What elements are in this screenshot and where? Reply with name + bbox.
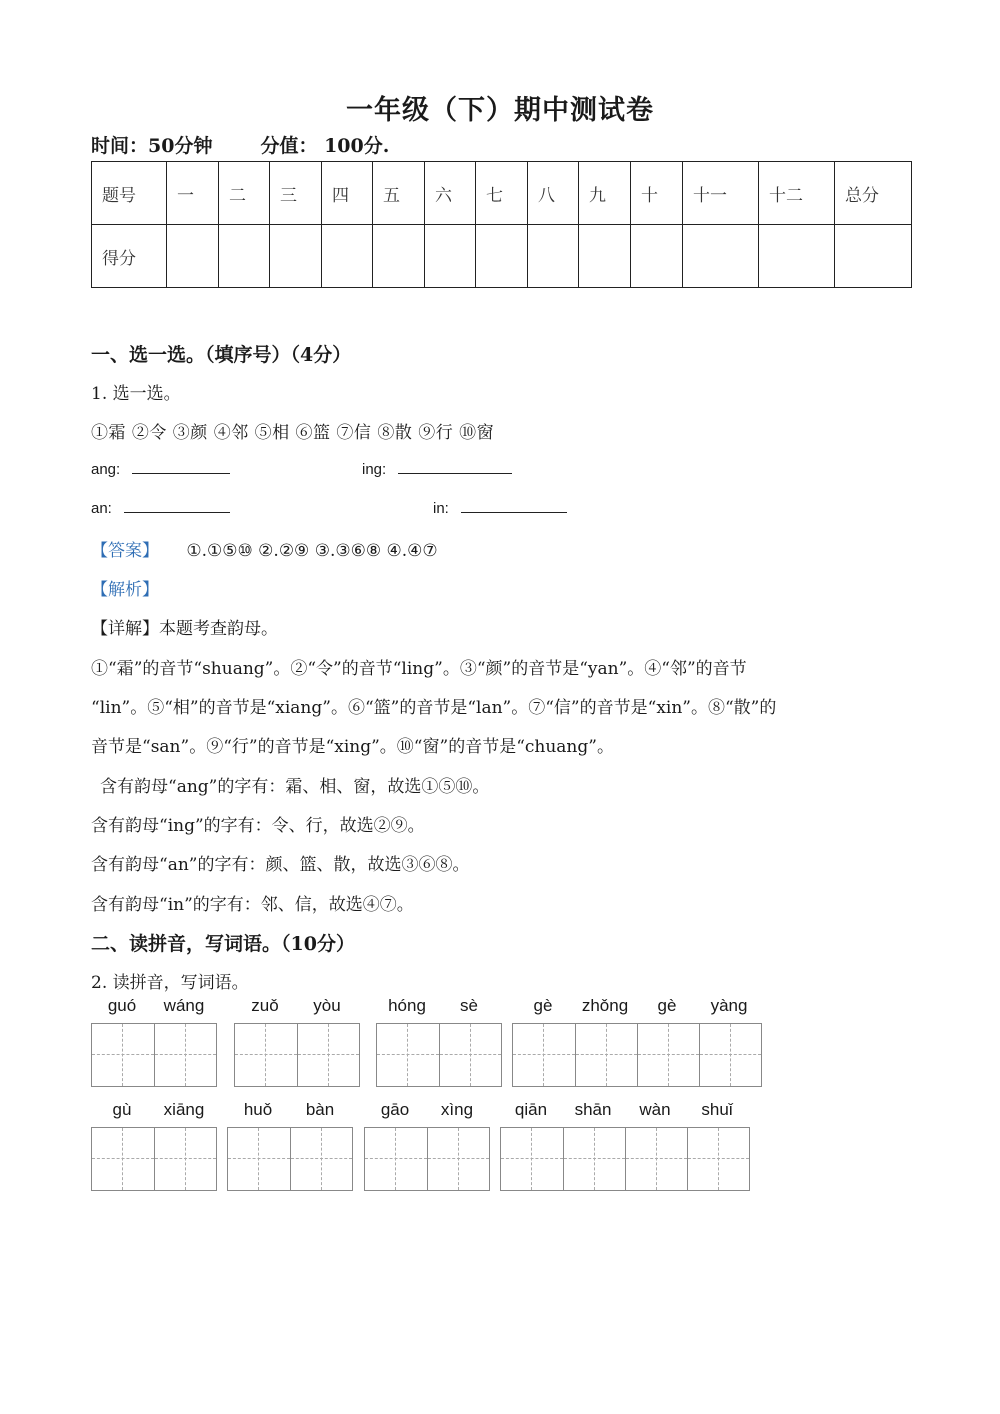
pinyin-label: qiān	[514, 1100, 548, 1119]
score-cell[interactable]	[579, 225, 631, 288]
score-table-header: 四	[322, 162, 373, 225]
writing-cell[interactable]	[563, 1128, 625, 1190]
conclusion-line: 含有韵母“in”的字有：邻、信，故选④⑦。	[91, 895, 414, 915]
pinyin-label: wáng	[163, 996, 205, 1015]
ang-answer-blank[interactable]	[132, 459, 230, 474]
score-cell[interactable]	[476, 225, 528, 288]
writing-cell[interactable]	[235, 1024, 297, 1086]
section1-heading: 一、选一选。（填序号）（4分）	[91, 344, 352, 366]
score-table-header: 总分	[835, 162, 912, 225]
score-cell[interactable]	[425, 225, 476, 288]
tianzige-grid	[364, 1127, 490, 1191]
writing-cell[interactable]	[699, 1024, 761, 1086]
score-table-header: 六	[425, 162, 476, 225]
score-cell[interactable]	[373, 225, 425, 288]
an-label: an:	[91, 500, 112, 517]
explanation-line: ①“霜”的音节“shuang”。②“令”的音节“ling”。③“颜”的音节是“yan”。④“邻”的音节	[91, 659, 747, 679]
score-table-header-row	[92, 162, 912, 225]
pinyin-label: zhǒng	[581, 996, 629, 1015]
score-cell[interactable]	[167, 225, 219, 288]
section2-heading: 二、读拼音，写词语。（10分）	[91, 933, 355, 955]
ing-label: ing:	[362, 461, 387, 478]
detail-text: 【详解】本题考查韵母。	[91, 619, 278, 639]
writing-cell[interactable]	[501, 1128, 563, 1190]
pinyin-label: huǒ	[243, 1100, 273, 1119]
score-table-header: 一	[167, 162, 219, 225]
explanation-line: “lin”。⑤“相”的音节是“xiang”。⑥“篮”的音节是“lan”。⑦“信”的音节是“xin”。⑧“散”的	[91, 698, 777, 718]
tianzige-grid	[500, 1127, 750, 1191]
tianzige-grid	[234, 1023, 360, 1087]
score-table	[91, 161, 912, 288]
score-cell[interactable]	[631, 225, 683, 288]
answer-text: ①.①⑤⑩ ②.②⑨ ③.③⑥⑧ ④.④⑦	[186, 541, 438, 561]
score-table-score-row	[92, 225, 912, 288]
score-table-header: 七	[476, 162, 528, 225]
conclusion-line: 含有韵母“an”的字有：颜、篮、散，故选③⑥⑧。	[91, 855, 470, 875]
pinyin-label: gè	[533, 996, 553, 1015]
score-table-header: 八	[528, 162, 579, 225]
score-table-header: 十二	[759, 162, 835, 225]
ing-answer-blank[interactable]	[398, 459, 512, 474]
character-options: ①霜 ②令 ③颜 ④邻 ⑤相 ⑥篮 ⑦信 ⑧散 ⑨行 ⑩窗	[91, 423, 495, 443]
writing-cell[interactable]	[92, 1128, 154, 1190]
pinyin-label: bàn	[305, 1100, 335, 1119]
tianzige-grid	[91, 1127, 217, 1191]
pinyin-label: zuǒ	[251, 996, 279, 1015]
writing-cell[interactable]	[228, 1128, 290, 1190]
question2-prompt: 2. 读拼音，写词语。	[91, 973, 249, 993]
pinyin-label: wàn	[639, 1100, 671, 1119]
pinyin-label: yàng	[710, 996, 748, 1015]
score-table-header: 三	[270, 162, 322, 225]
pinyin-label: xìng	[440, 1100, 474, 1119]
time-limit: 时间：50分钟	[91, 135, 213, 157]
score-table-header: 题号	[92, 162, 167, 225]
total-score: 分值： 100分.	[260, 135, 390, 157]
writing-cell[interactable]	[290, 1128, 352, 1190]
score-cell[interactable]	[219, 225, 270, 288]
tianzige-grid	[91, 1023, 217, 1087]
pinyin-label: yòu	[313, 996, 341, 1015]
score-table-header: 二	[219, 162, 270, 225]
pinyin-label: xiāng	[163, 1100, 205, 1119]
writing-cell[interactable]	[513, 1024, 575, 1086]
writing-cell[interactable]	[154, 1024, 216, 1086]
tianzige-grid	[512, 1023, 762, 1087]
pinyin-label: shān	[574, 1100, 612, 1119]
in-answer-blank[interactable]	[461, 498, 567, 513]
pinyin-label: gù	[112, 1100, 132, 1119]
score-cell[interactable]	[835, 225, 912, 288]
score-table-header: 五	[373, 162, 425, 225]
question1-prompt: 1. 选一选。	[91, 384, 181, 404]
page-title: 一年级（下）期中测试卷	[346, 95, 654, 126]
score-table-header: 十一	[683, 162, 759, 225]
pinyin-label: shuǐ	[701, 1100, 733, 1119]
writing-cell[interactable]	[637, 1024, 699, 1086]
pinyin-label: hóng	[388, 996, 426, 1015]
conclusion-line: 含有韵母“ang”的字有：霜、相、窗，故选①⑤⑩。	[100, 777, 490, 797]
tianzige-grid	[227, 1127, 353, 1191]
score-cell[interactable]	[322, 225, 373, 288]
ang-label: ang:	[91, 461, 121, 478]
pinyin-label: gè	[657, 996, 677, 1015]
writing-cell[interactable]	[377, 1024, 439, 1086]
pinyin-label: gāo	[380, 1100, 410, 1119]
score-cell[interactable]	[759, 225, 835, 288]
writing-cell[interactable]	[427, 1128, 489, 1190]
score-cell[interactable]	[270, 225, 322, 288]
writing-cell[interactable]	[439, 1024, 501, 1086]
pinyin-label: sè	[460, 996, 478, 1015]
tianzige-grid	[376, 1023, 502, 1087]
score-cell[interactable]	[528, 225, 579, 288]
in-label: in:	[433, 500, 449, 517]
answer-label: 【答案】	[91, 541, 159, 561]
writing-cell[interactable]	[575, 1024, 637, 1086]
explanation-line: 音节是“san”。⑨“行”的音节是“xing”。⑩“窗”的音节是“chuang”。	[91, 737, 614, 757]
exam-meta	[91, 131, 389, 158]
writing-cell[interactable]	[687, 1128, 749, 1190]
score-table-header: 九	[579, 162, 631, 225]
analysis-label: 【解析】	[91, 580, 159, 600]
writing-cell[interactable]	[92, 1024, 154, 1086]
score-cell[interactable]	[683, 225, 759, 288]
score-table-header: 十	[631, 162, 683, 225]
an-answer-blank[interactable]	[124, 498, 230, 513]
conclusion-line: 含有韵母“ing”的字有：令、行，故选②⑨。	[91, 816, 425, 836]
writing-cell[interactable]	[297, 1024, 359, 1086]
writing-cell[interactable]	[154, 1128, 216, 1190]
score-row-label: 得分	[92, 225, 167, 288]
writing-cell[interactable]	[625, 1128, 687, 1190]
writing-cell[interactable]	[365, 1128, 427, 1190]
pinyin-label: guó	[107, 996, 137, 1015]
